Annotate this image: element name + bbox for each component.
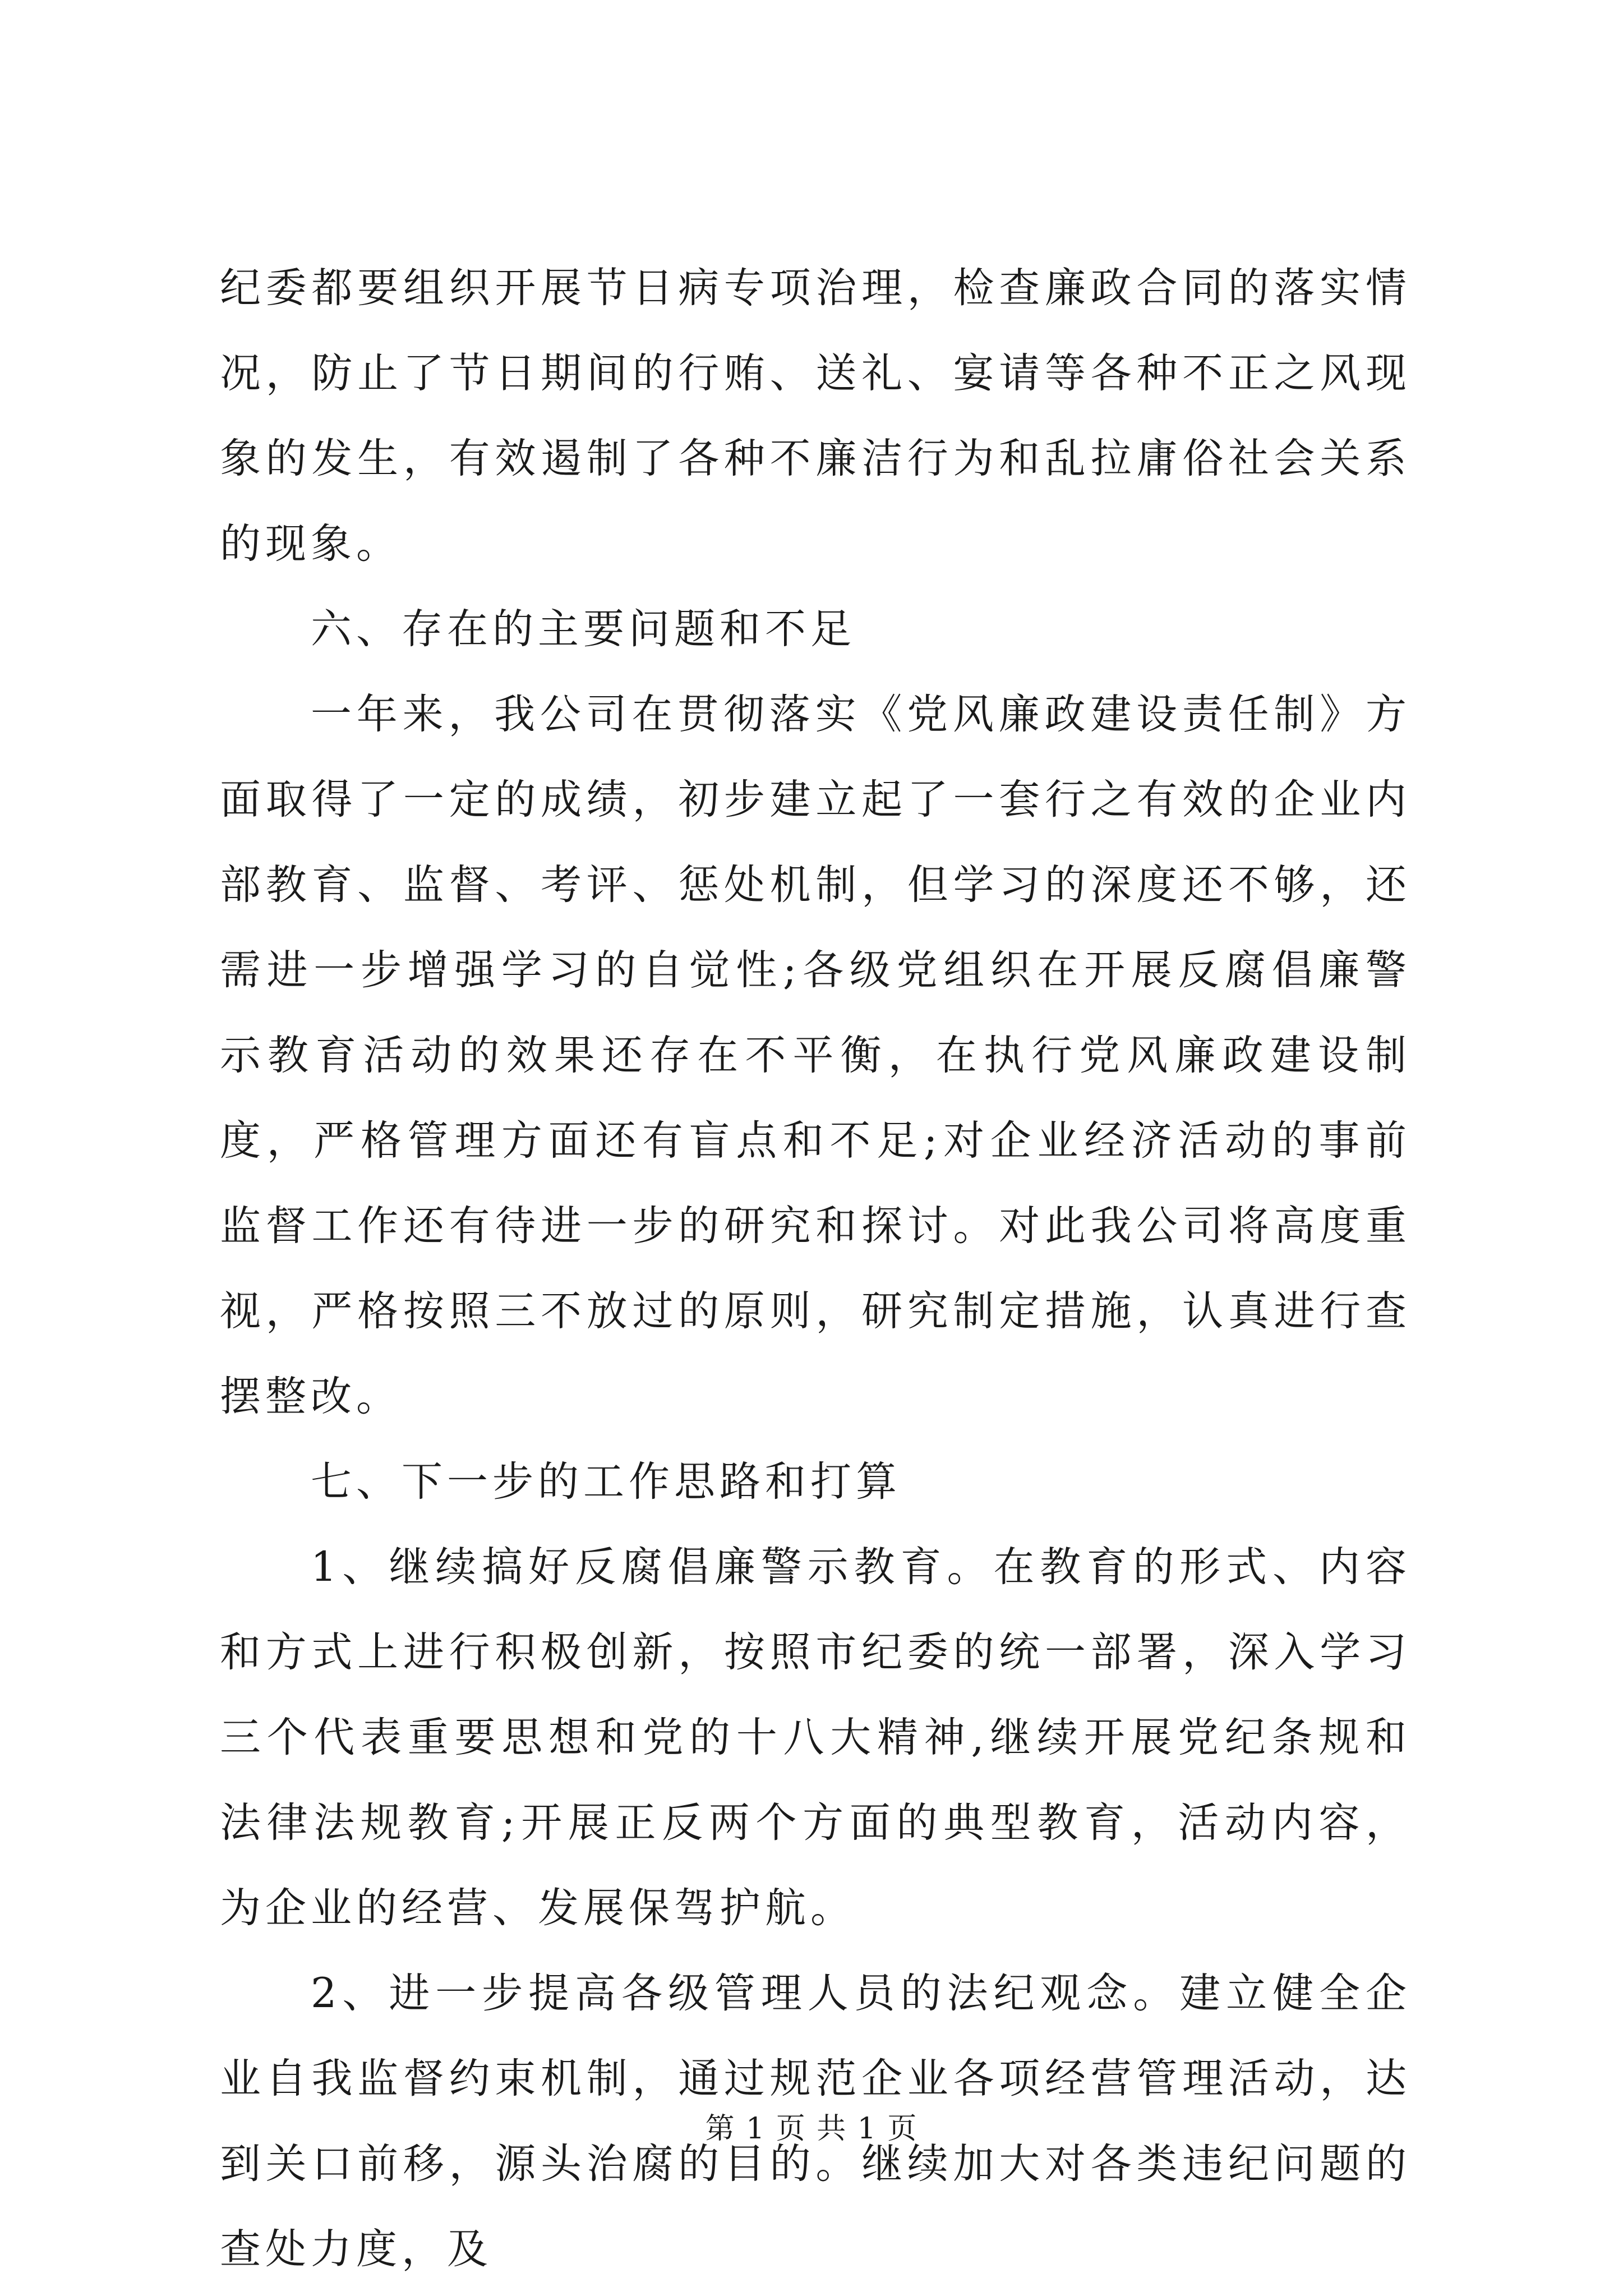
paragraph-problems: 一年来，我公司在贯彻落实《党风廉政建设责任制》方面取得了一定的成绩，初步建立起了一套行之有效的企业内部教育、监督、考评、惩处机制，但学习的深度还不够，还需进一步增强学习的自觉性;各级党组织在开展反腐倡廉警示教育活动的效果还存在不平衡，在执行党风廉政建设制度，严格管理方面还有盲点和不足;对企业经济活动的事前监督工作还有待进一步的研究和探讨。对此我公司将高度重视，严格按照三不放过的原则，研究制定措施，认真进行查摆整改。	[220, 691, 1411, 1420]
section-heading-seven: 七、下一步的工作思路和打算	[311, 1458, 901, 1506]
paragraph-continuation: 纪委都要组织开展节日病专项治理，检查廉政合同的落实情况，防止了节日期间的行贿、送礼、宴请等各种不正之风现象的发生，有效遏制了各种不廉洁行为和乱拉庸俗社会关系的现象。	[220, 264, 1411, 568]
paragraph-item-1: 1、继续搞好反腐倡廉警示教育。在教育的形式、内容和方式上进行积极创新，按照市纪委的统一部署，深入学习三个代表重要思想和党的十八大精神,继续开展党纪条规和法律法规教育;开展正反两个方面的典型教育，活动内容，为企业的经营、发展保驾护航。	[220, 1543, 1411, 1932]
page-number-footer: 第 1 页 共 1 页	[705, 2112, 918, 2146]
section-heading-six: 六、存在的主要问题和不足	[311, 605, 856, 653]
document-body	[220, 246, 1411, 2292]
paragraph-item-2: 2、进一步提高各级管理人员的法纪观念。建立健全企业自我监督约束机制，通过规范企业各项经营管理活动，达到关口前移，源头治腐的目的。继续加大对各类违纪问题的查处力度，及	[220, 1970, 1411, 2273]
